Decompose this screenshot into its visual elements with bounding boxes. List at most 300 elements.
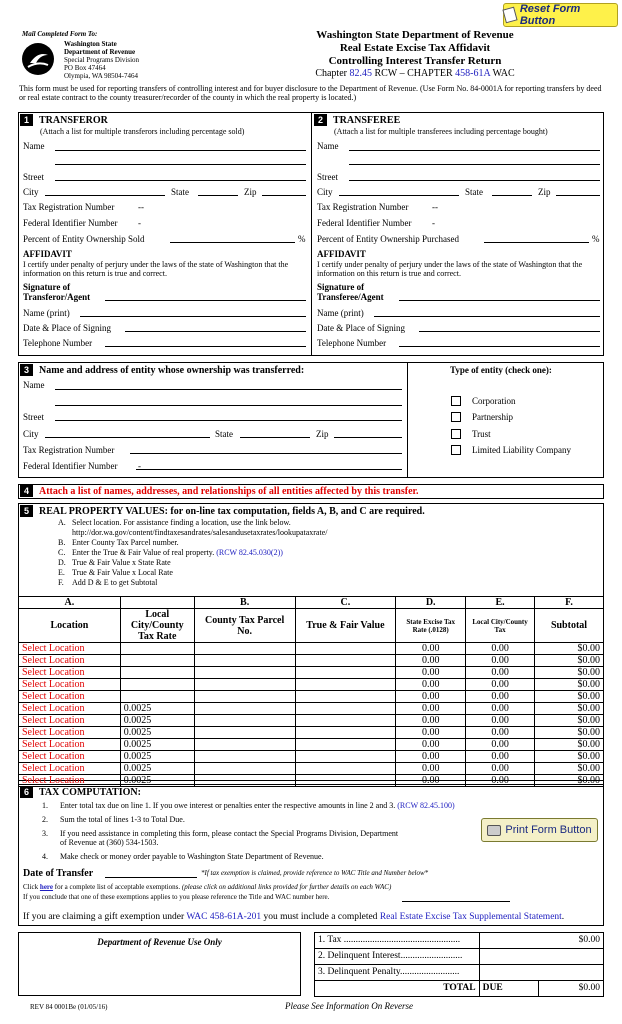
entity-street-field[interactable] — [55, 420, 402, 421]
divider — [311, 112, 312, 356]
click-here-line — [23, 883, 391, 891]
entity-fed-line — [136, 469, 402, 470]
reset-form-button[interactable] — [503, 3, 618, 27]
gift-exemption-line — [23, 912, 564, 922]
chapter-text: WAC — [490, 68, 515, 79]
trust-checkbox[interactable] — [451, 429, 461, 439]
date-label: Date & Place of Signing — [317, 323, 405, 333]
chapter-line — [250, 68, 580, 79]
section-3-title — [20, 364, 304, 376]
true-fair-value-field[interactable] — [295, 679, 396, 691]
parcel-field[interactable] — [194, 739, 295, 751]
total-row — [315, 965, 604, 981]
step-number: 3. — [42, 829, 48, 838]
location-select[interactable]: Select Location — [19, 739, 121, 751]
step-text: Select location. For assistance finding a location, use the link below. — [72, 518, 291, 527]
chapter-text: RCW – CHAPTER — [371, 68, 456, 79]
step-number: 4. — [42, 852, 48, 861]
local-rate-cell: 0.0025 — [120, 775, 194, 787]
section-number: 1 — [20, 114, 33, 126]
date-label: Date & Place of Signing — [23, 323, 111, 333]
transferee-zip-field[interactable] — [556, 195, 600, 196]
entity-title: Name and address of entity whose ownership was transferred: — [39, 365, 305, 376]
local-tax-cell: 0.00 — [466, 751, 535, 763]
table-row — [19, 739, 604, 751]
form-header — [250, 29, 580, 68]
printer-icon — [487, 825, 501, 836]
step-key: D. — [58, 558, 66, 567]
local-rate-cell — [120, 679, 194, 691]
header-state-rate: State Excise Tax Rate (.0128) — [396, 609, 466, 643]
gift-text: you must include a completed — [261, 912, 380, 922]
corporation-checkbox[interactable] — [451, 396, 461, 406]
local-tax-cell: 0.00 — [466, 667, 535, 679]
llc-label: Limited Liability Company — [472, 445, 571, 455]
dor-use-only-label: Department of Revenue Use Only — [97, 937, 222, 947]
transferee-pct-field[interactable] — [484, 242, 589, 243]
location-select[interactable]: Select Location — [19, 727, 121, 739]
local-rate-cell — [120, 655, 194, 667]
true-fair-value-field[interactable] — [295, 751, 396, 763]
table-row — [19, 715, 604, 727]
partnership-label: Partnership — [472, 412, 513, 422]
local-rate-cell: 0.0025 — [120, 751, 194, 763]
entity-zip-field[interactable] — [334, 437, 402, 438]
location-select[interactable]: Select Location — [19, 679, 121, 691]
tax-steps — [42, 801, 482, 861]
trust-label: Trust — [472, 429, 491, 439]
step-text: Enter the True & Fair Value of real property. — [72, 548, 217, 557]
affidavit-heading: AFFIDAVIT — [317, 249, 366, 259]
location-select[interactable]: Select Location — [19, 775, 121, 787]
date-of-transfer-label: Date of Transfer — [23, 868, 94, 879]
pct-label: Percent of Entity Ownership Sold — [23, 234, 145, 244]
true-fair-value-field[interactable] — [295, 655, 396, 667]
table-row — [19, 643, 604, 655]
transferor-print-field[interactable] — [80, 316, 306, 317]
total-row — [315, 949, 604, 965]
local-tax-cell: 0.00 — [466, 679, 535, 691]
tax-step-text: Enter total tax due on line 1. If you owe interest or penalties enter the respective amounts in line 2 and 3. — [60, 801, 398, 810]
location-select[interactable]: Select Location — [19, 703, 121, 715]
true-fair-value-field[interactable] — [295, 643, 396, 655]
column-header-row — [19, 609, 604, 643]
local-rate-cell: 0.0025 — [120, 763, 194, 775]
instruction-step — [58, 568, 327, 578]
tax-step — [42, 801, 482, 810]
mail-line: Olympia, WA 98504-7464 — [64, 72, 138, 80]
transferor-signature-field[interactable] — [105, 300, 306, 301]
transferor-street-field[interactable] — [55, 180, 306, 181]
sig-line-2: Transferor/Agent — [23, 292, 91, 302]
interest-field[interactable] — [479, 949, 603, 965]
state-tax-cell: 0.00 — [396, 739, 466, 751]
local-tax-cell: 0.00 — [466, 703, 535, 715]
header-title-3: Controlling Interest Transfer Return — [328, 55, 502, 67]
street-label: Street — [23, 172, 44, 182]
location-select[interactable]: Select Location — [19, 655, 121, 667]
dor-logo — [22, 43, 54, 75]
mail-line: PO Box 47464 — [64, 64, 106, 72]
transferee-city-field[interactable] — [339, 195, 459, 196]
local-rate-cell: 0.0025 — [120, 727, 194, 739]
gift-text: . — [561, 912, 565, 922]
street-label: Street — [23, 412, 44, 422]
sig-line-1: Signature of — [23, 282, 71, 292]
parcel-field[interactable] — [194, 679, 295, 691]
instruction-step — [58, 558, 327, 568]
local-tax-cell: 0.00 — [466, 715, 535, 727]
parcel-field[interactable] — [194, 763, 295, 775]
fed-label: Federal Identifier Number — [23, 218, 118, 228]
mail-line: Washington State — [64, 40, 117, 48]
location-select[interactable]: Select Location — [19, 691, 121, 703]
due-label: DUE — [479, 981, 539, 997]
tax-step — [42, 815, 482, 824]
table-row — [19, 667, 604, 679]
state-tax-cell: 0.00 — [396, 763, 466, 775]
parcel-field[interactable] — [194, 655, 295, 667]
property-values-table — [18, 596, 604, 787]
mail-line: Department of Revenue — [64, 48, 136, 56]
table-row — [19, 751, 604, 763]
rcw-link[interactable]: 82.45 — [349, 68, 372, 79]
tel-label: Telephone Number — [317, 338, 387, 348]
parcel-field[interactable] — [194, 751, 295, 763]
instruction-step — [58, 538, 327, 548]
local-rate-cell: 0.0025 — [120, 715, 194, 727]
signature-label — [317, 282, 384, 302]
total-due-row — [315, 981, 604, 997]
subtotal-cell: $0.00 — [535, 727, 604, 739]
transferor-fed-field[interactable]: - — [138, 218, 141, 228]
tax-label: 1. Tax ................................................. — [315, 933, 480, 949]
fed-label: Federal Identifier Number — [317, 218, 412, 228]
print-label: Name (print) — [317, 308, 364, 318]
entity-taxreg-field[interactable] — [130, 453, 402, 454]
parcel-field[interactable] — [194, 703, 295, 715]
instruction-step — [58, 548, 327, 558]
instruction-step — [58, 528, 327, 538]
partnership-checkbox[interactable] — [451, 412, 461, 422]
location-select[interactable]: Select Location — [19, 763, 121, 775]
rcw-82-45-100-link[interactable]: (RCW 82.45.100) — [397, 801, 455, 810]
transferee-title: TRANSFEREE — [333, 115, 401, 126]
taxreg-label: Tax Registration Number — [23, 445, 115, 455]
section-number: 4 — [20, 485, 33, 497]
tax-step-text: Make check or money order payable to Washington State Department of Revenue. — [60, 852, 324, 861]
step-text: Enter County Tax Parcel number. — [72, 538, 179, 547]
true-fair-value-field[interactable] — [295, 739, 396, 751]
fed-label: Federal Identifier Number — [23, 461, 118, 471]
table-row — [19, 691, 604, 703]
print-label: Name (print) — [23, 308, 70, 318]
parcel-field[interactable] — [194, 715, 295, 727]
affidavit-heading: AFFIDAVIT — [23, 249, 72, 259]
click-text: Click — [23, 883, 40, 891]
table-row — [19, 727, 604, 739]
col-letter: A. — [19, 597, 121, 609]
header-subtotal: Subtotal — [535, 609, 604, 643]
table-row — [19, 655, 604, 667]
sig-line-1: Signature of — [317, 282, 365, 292]
true-fair-value-field[interactable] — [295, 727, 396, 739]
percent-sign: % — [298, 234, 306, 244]
state-tax-cell: 0.00 — [396, 775, 466, 787]
subtotal-cell: $0.00 — [535, 691, 604, 703]
local-tax-cell: 0.00 — [466, 643, 535, 655]
state-label: State — [215, 429, 233, 439]
supplemental-statement-link[interactable]: Real Estate Excise Tax Supplemental Statement — [379, 912, 562, 922]
section-6-title — [20, 786, 141, 798]
transferee-state-field[interactable] — [492, 195, 532, 196]
col-letter: E. — [466, 597, 535, 609]
state-label: State — [465, 187, 483, 197]
city-label: City — [317, 187, 333, 197]
local-tax-cell: 0.00 — [466, 775, 535, 787]
transferee-print-field[interactable] — [374, 316, 600, 317]
penalty-field[interactable] — [479, 965, 603, 981]
transferor-subtitle: (Attach a list for multiple transferors including percentage sold) — [40, 127, 245, 136]
penalty-label: 3. Delinquent Penalty......................... — [315, 965, 480, 981]
percent-sign: % — [592, 234, 600, 244]
header-parcel: County Tax Parcel No. — [194, 609, 295, 643]
tax-step — [42, 829, 482, 847]
subtotal-cell: $0.00 — [535, 739, 604, 751]
transferor-title: TRANSFEROR — [39, 115, 108, 126]
true-fair-value-field[interactable] — [295, 667, 396, 679]
date-of-transfer-field[interactable] — [105, 877, 197, 878]
property-values-title: REAL PROPERTY VALUES: for on-line tax computation, fields A, B, and C are required. — [39, 506, 425, 517]
col-letter: D. — [396, 597, 466, 609]
street-label: Street — [317, 172, 338, 182]
header-location: Location — [19, 609, 121, 643]
table-row — [19, 679, 604, 691]
step-key: A. — [58, 518, 66, 527]
true-fair-value-field[interactable] — [295, 763, 396, 775]
transferee-name-field-2[interactable] — [349, 164, 600, 165]
local-rate-cell: 0.0025 — [120, 739, 194, 751]
state-tax-cell: 0.00 — [396, 727, 466, 739]
transferee-subtitle: (Attach a list for multiple transferees including percentage bought) — [334, 127, 548, 136]
local-tax-cell: 0.00 — [466, 655, 535, 667]
state-tax-cell: 0.00 — [396, 751, 466, 763]
local-tax-cell: 0.00 — [466, 763, 535, 775]
header-local-tax: Local City/County Tax — [466, 609, 535, 643]
section-5-title — [20, 505, 425, 517]
see-reverse-note: Please See Information On Reverse — [285, 1001, 413, 1011]
entity-city-field[interactable] — [45, 437, 210, 438]
section-1-title — [20, 114, 108, 126]
state-tax-cell: 0.00 — [396, 643, 466, 655]
sig-line-2: Transferee/Agent — [317, 292, 384, 302]
pct-label: Percent of Entity Ownership Purchased — [317, 234, 459, 244]
form-revision: REV 84 0001Be (01/05/16) — [30, 1003, 108, 1011]
local-tax-cell: 0.00 — [466, 691, 535, 703]
state-label: State — [171, 187, 189, 197]
total-due-field[interactable]: $0.00 — [539, 981, 604, 997]
section-number: 2 — [314, 114, 327, 126]
header-local-rate: Local City/County Tax Rate — [120, 609, 194, 643]
local-rate-cell — [120, 691, 194, 703]
transferee-street-field[interactable] — [349, 180, 600, 181]
document-icon — [502, 7, 517, 24]
true-fair-value-field[interactable] — [295, 691, 396, 703]
conclude-text: If you conclude that one of these exemptions applies to you please reference the Title and WAC number here. — [23, 893, 330, 901]
entity-name-field-2[interactable] — [55, 405, 402, 406]
click-text: for a complete list of acceptable exemptions. — [53, 883, 182, 891]
transferor-name-field-2[interactable] — [55, 164, 306, 165]
instructions-list — [58, 518, 327, 588]
state-tax-cell: 0.00 — [396, 703, 466, 715]
instruction-step — [58, 578, 327, 588]
section-2-title — [314, 114, 400, 126]
transferee-fed-field[interactable]: - — [432, 218, 435, 228]
gift-text: If you are claiming a gift exemption under — [23, 912, 187, 922]
location-select[interactable]: Select Location — [19, 667, 121, 679]
state-tax-cell: 0.00 — [396, 679, 466, 691]
interest-label: 2. Delinquent Interest.......................... — [315, 949, 480, 965]
step-key: E. — [58, 568, 65, 577]
section-number: 6 — [20, 786, 33, 798]
transferee-signature-field[interactable] — [399, 300, 600, 301]
transferor-pct-field[interactable] — [170, 242, 295, 243]
name-label: Name — [23, 141, 45, 151]
wac-reference-field[interactable] — [402, 901, 510, 902]
parcel-field[interactable] — [194, 727, 295, 739]
location-select[interactable]: Select Location — [19, 751, 121, 763]
divider — [407, 362, 408, 478]
subtotal-cell: $0.00 — [535, 763, 604, 775]
transferor-zip-field[interactable] — [262, 195, 306, 196]
city-label: City — [23, 187, 39, 197]
transferor-city-field[interactable] — [45, 195, 165, 196]
transferor-taxreg-field[interactable]: -- — [138, 202, 144, 212]
transferor-date-field[interactable] — [125, 331, 306, 332]
transferee-tel-field[interactable] — [399, 346, 600, 347]
column-letter-row — [19, 597, 604, 609]
local-rate-cell: 0.0025 — [120, 703, 194, 715]
tax-step-text: If you need assistance in completing this form, please contact the Special Programs Division, Department of Revenue at (360) 534-1503. — [60, 829, 399, 847]
wac-link[interactable]: 458-61A — [455, 68, 491, 79]
print-form-label: Print Form Button — [505, 824, 592, 836]
corporation-label: Corporation — [472, 396, 516, 406]
local-rate-cell — [120, 643, 194, 655]
certify-text: I certify under penalty of perjury under the laws of the state of Washington that the information on this return is true and correct. — [23, 260, 289, 278]
click-note: (please click on additional links provided for further details on each WAC) — [181, 883, 392, 891]
taxreg-label: Tax Registration Number — [23, 202, 115, 212]
mail-line: Special Programs Division — [64, 56, 140, 64]
true-fair-value-field[interactable] — [295, 703, 396, 715]
subtotal-cell: $0.00 — [535, 703, 604, 715]
total-row — [315, 933, 604, 949]
certify-text: I certify under penalty of perjury under the laws of the state of Washington that the information on this return is true and correct. — [317, 260, 583, 278]
intro-text: This form must be used for reporting transfers of controlling interest and for buyer disclosure to the Department of Revenue. (Use Form No. 84-0001A for reporting transfers by deed or real estate contract to the county treasurer/recorder of the county in which the real property is located.) — [19, 84, 602, 102]
name-label: Name — [317, 141, 339, 151]
state-tax-cell: 0.00 — [396, 691, 466, 703]
step-number: 2. — [42, 815, 48, 824]
location-select[interactable]: Select Location — [19, 715, 121, 727]
header-title-2: Real Estate Excise Tax Affidavit — [339, 42, 491, 54]
subtotal-cell: $0.00 — [535, 751, 604, 763]
transferor-tel-field[interactable] — [105, 346, 306, 347]
step-key: B. — [58, 538, 66, 547]
attach-list-text: Attach a list of names, addresses, and relationships of all entities affected by this transfer. — [39, 486, 419, 497]
subtotal-cell: $0.00 — [535, 643, 604, 655]
table-row — [19, 763, 604, 775]
wac-458-61a-201-link[interactable]: WAC 458-61A-201 — [186, 912, 262, 922]
totals-table — [314, 932, 604, 997]
zip-label: Zip — [244, 187, 257, 197]
llc-checkbox[interactable] — [451, 445, 461, 455]
subtotal-cell: $0.00 — [535, 679, 604, 691]
tax-value-field[interactable]: $0.00 — [479, 933, 603, 949]
section-number: 5 — [20, 505, 33, 517]
parcel-field[interactable] — [194, 691, 295, 703]
taxreg-label: Tax Registration Number — [317, 202, 409, 212]
rcw-82-45-030-link[interactable]: (RCW 82.45.030(2)) — [216, 548, 283, 557]
local-tax-cell: 0.00 — [466, 727, 535, 739]
section-number: 3 — [20, 364, 33, 376]
tax-step-text: Sum the total of lines 1-3 to Total Due. — [60, 815, 185, 824]
entity-fed-field[interactable]: - — [138, 461, 141, 471]
subtotal-cell: $0.00 — [535, 667, 604, 679]
exemption-note: *If tax exemption is claimed, provide reference to WAC Title and Number below* — [201, 869, 429, 877]
transferor-state-field[interactable] — [198, 195, 238, 196]
local-rate-cell — [120, 667, 194, 679]
transferor-name-field[interactable] — [55, 150, 306, 151]
tax-computation-title: TAX COMPUTATION: — [39, 787, 141, 798]
state-tax-cell: 0.00 — [396, 655, 466, 667]
subtotal-cell: $0.00 — [535, 655, 604, 667]
signature-label — [23, 282, 90, 302]
exemptions-here-link[interactable]: here — [39, 883, 54, 891]
total-label: TOTAL — [315, 981, 480, 997]
col-letter: C. — [295, 597, 396, 609]
mail-address — [64, 40, 139, 80]
transferee-date-field[interactable] — [419, 331, 600, 332]
entity-name-field[interactable] — [55, 389, 402, 390]
step-key: C. — [58, 548, 66, 557]
table-row — [19, 703, 604, 715]
entity-state-field[interactable] — [240, 437, 310, 438]
step-text: True & Fair Value x State Rate — [72, 558, 171, 567]
entity-type-title: Type of entity (check one): — [450, 365, 552, 375]
transferee-taxreg-field[interactable]: -- — [432, 202, 438, 212]
subtotal-cell: $0.00 — [535, 715, 604, 727]
step-text: True & Fair Value x Local Rate — [72, 568, 173, 577]
col-letter — [120, 597, 194, 609]
local-tax-cell: 0.00 — [466, 739, 535, 751]
true-fair-value-field[interactable] — [295, 715, 396, 727]
location-select[interactable]: Select Location — [19, 643, 121, 655]
step-number: 1. — [42, 801, 48, 810]
zip-label: Zip — [316, 429, 329, 439]
transferee-name-field[interactable] — [349, 150, 600, 151]
parcel-field[interactable] — [194, 643, 295, 655]
print-form-button[interactable] — [481, 818, 598, 842]
col-letter: F. — [535, 597, 604, 609]
lookup-rate-link[interactable]: http://dor.wa.gov/content/findtaxesandrates/salesandusetaxrates/lookupataxrate/ — [72, 528, 328, 537]
tax-step — [42, 852, 482, 861]
section-4-title — [20, 485, 419, 497]
state-tax-cell: 0.00 — [396, 715, 466, 727]
reset-form-label: Reset Form Button — [519, 3, 581, 27]
instruction-step — [58, 518, 327, 528]
state-tax-cell: 0.00 — [396, 667, 466, 679]
city-label: City — [23, 429, 39, 439]
parcel-field[interactable] — [194, 667, 295, 679]
